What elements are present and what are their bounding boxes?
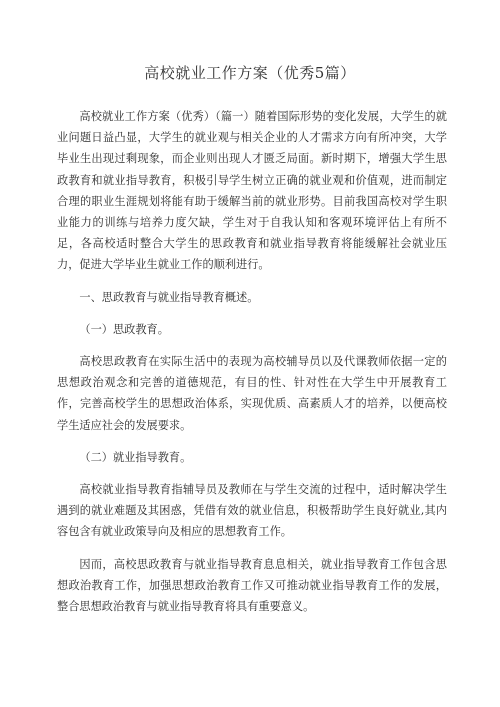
document-title: 高校就业工作方案（优秀5篇） bbox=[144, 64, 356, 82]
subsection-heading-2: （二）就业指导教育。 bbox=[79, 450, 192, 464]
intro-paragraph: 高校就业工作方案（优秀）（篇一）随着国际形势的变化发展，大学生的就业问题日益凸显，大学生的就业观与相关企业的人才需求方向有所冲突，大学毕业生出现过剩现象，而企业则出现人才匮乏局面。新时期下，增强大学生思政教育和就业指导教育，积极引导学生树立正确的就业观和价值观，进而制定合理的职业生涯规划将能有助于缓解当前的就业形势。目前我国高校对学生职业能力的训练与培养力度欠缺，学生对于自我认知和客观环境评估上有所不足，各高校适时整合大学生的思政教育和就业指导教育将能缓解社会就业压力，促进大学毕业生就业工作的顺利进行。 bbox=[57, 110, 447, 272]
section-heading-1: 一、思政教育与就业指导教育概述。 bbox=[79, 290, 259, 304]
subsection-heading-1: （一）思政教育。 bbox=[79, 322, 169, 336]
subsection-body-1: 高校思政教育在实际生活中的表现为高校辅导员以及代课教师依据一定的思想政治观念和完善的道德规范，有目的性、针对性在大学生中开展教育工作，完善高校学生的思想政治体系，实现优质、高素质人才的培养，以便高校学生适应社会的发展要求。 bbox=[57, 355, 447, 432]
document-body bbox=[57, 106, 447, 617]
conclusion-paragraph: 因而，高校思政教育与就业指导教育息息相关，就业指导教育工作包含思想政治教育工作，加强思想政治教育工作又可推动就业指导教育工作的发展，整合思想政治教育与就业指导教育将具有重要意义。 bbox=[57, 557, 447, 614]
subsection-body-2: 高校就业指导教育指辅导员及教师在与学生交流的过程中，适时解决学生遇到的就业难题及其困惑，凭借有效的就业信息，积极帮助学生良好就业,其内容包含有就业政策导向及相应的思想教育工作。 bbox=[57, 483, 447, 539]
